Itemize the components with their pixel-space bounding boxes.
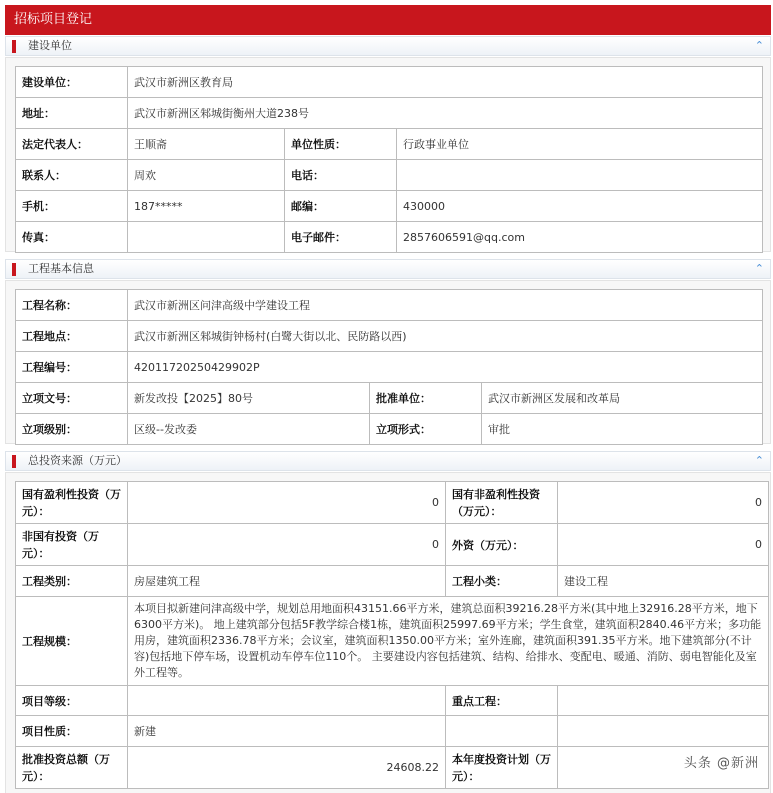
section-header-builder[interactable] [5, 36, 771, 56]
grade-value [128, 686, 446, 716]
field-label: 外资（万元）： [446, 524, 558, 566]
section-header-investment[interactable] [5, 451, 771, 471]
collapse-icon[interactable]: ⌃ [754, 262, 764, 275]
investment-panel [5, 472, 771, 793]
collapse-icon[interactable]: ⌃ [754, 454, 764, 467]
field-label: 立项级别： [16, 414, 128, 445]
nonstate-value: 0 [128, 524, 446, 566]
table-row [16, 160, 763, 191]
field-label: 电话： [285, 160, 397, 191]
table-row [16, 352, 763, 383]
email-value: 2857606591@qq.com [397, 222, 763, 253]
field-label: 工程地点： [16, 321, 128, 352]
state-nonprofit-value: 0 [558, 482, 769, 524]
page-title: 招标项目登记 [5, 5, 771, 35]
table-row [16, 290, 763, 321]
field-label: 工程类别： [16, 566, 128, 597]
field-label: 本年度投资计划（万元）： [446, 747, 558, 789]
field-label: 邮编： [285, 191, 397, 222]
field-label: 批准单位： [370, 383, 482, 414]
project-code-value: 42011720250429902P [128, 352, 763, 383]
unit-nature-value: 行政事业单位 [397, 129, 763, 160]
section-title: 工程基本信息 [28, 262, 94, 275]
table-row [16, 129, 763, 160]
subcategory-value: 建设工程 [558, 566, 769, 597]
field-label: 项目等级： [16, 686, 128, 716]
field-label: 电子邮件： [285, 222, 397, 253]
builder-unit-value: 武汉市新洲区教育局 [128, 67, 763, 98]
project-panel [5, 280, 771, 444]
field-label: 建设单位： [16, 67, 128, 98]
project-nature-value: 新建 [128, 716, 446, 747]
table-row [16, 98, 763, 129]
table-row [16, 597, 769, 686]
collapse-icon[interactable]: ⌃ [754, 39, 764, 52]
section-header-project[interactable] [5, 259, 771, 279]
contact-value: 周欢 [128, 160, 285, 191]
approver-value: 武汉市新洲区发展和改革局 [482, 383, 763, 414]
field-label: 工程编号： [16, 352, 128, 383]
key-project-value [558, 686, 769, 716]
project-location-value: 武汉市新洲区邾城街钟杨村(白鹭大街以北、民防路以西) [128, 321, 763, 352]
table-row [16, 747, 769, 789]
investment-table [15, 481, 769, 789]
table-row [16, 67, 763, 98]
field-label: 重点工程： [446, 686, 558, 716]
field-label: 地址： [16, 98, 128, 129]
table-row [16, 524, 769, 566]
field-label: 批准投资总额（万元）： [16, 747, 128, 789]
field-label: 国有非盈利性投资（万元）： [446, 482, 558, 524]
section-title: 总投资来源（万元） [28, 454, 127, 467]
builder-panel [5, 57, 771, 252]
state-profit-value: 0 [128, 482, 446, 524]
field-label: 工程规模： [16, 597, 128, 686]
table-row [16, 414, 763, 445]
section-marker [12, 455, 16, 468]
field-label: 法定代表人： [16, 129, 128, 160]
legal-rep-value: 王顺斋 [128, 129, 285, 160]
field-label: 立项文号： [16, 383, 128, 414]
field-label: 国有盈利性投资（万元）： [16, 482, 128, 524]
approved-total-value: 24608.22 [128, 747, 446, 789]
builder-table [15, 66, 763, 253]
field-label: 项目性质： [16, 716, 128, 747]
table-row [16, 383, 763, 414]
section-marker [12, 40, 16, 53]
field-label: 工程名称： [16, 290, 128, 321]
foreign-value: 0 [558, 524, 769, 566]
project-table [15, 289, 763, 445]
table-row [16, 686, 769, 716]
category-value: 房屋建筑工程 [128, 566, 446, 597]
section-title: 建设单位 [28, 39, 72, 52]
fax-value [128, 222, 285, 253]
approval-doc-value: 新发改投【2025】80号 [128, 383, 370, 414]
table-row [16, 321, 763, 352]
field-label: 单位性质： [285, 129, 397, 160]
table-row [16, 716, 769, 747]
watermark: 头条 @新洲 [683, 756, 759, 771]
table-row [16, 191, 763, 222]
approval-form-value: 审批 [482, 414, 763, 445]
field-label: 联系人： [16, 160, 128, 191]
project-name-value: 武汉市新洲区问津高级中学建设工程 [128, 290, 763, 321]
mobile-value: 187***** [128, 191, 285, 222]
field-label: 传真： [16, 222, 128, 253]
field-label: 立项形式： [370, 414, 482, 445]
scale-description: 本项目拟新建问津高级中学，规划总用地面积43151.66平方米，建筑总面积39216.28平方米(其中地上32916.28平方米，地下6300平方米)。 地上建筑部分包括5F教学综合楼1栋，建筑面积25997.69平方米；学生食堂，建筑面积2840.46平方米；多功能用房，建筑面积2336.78平方米；会议室，建筑面积1350.00平方米；室外连廊，建筑面积391.35平方米。地下建筑部分(不计容)包括地下停车场，设置机动车停车位110个。 主要建设内容包括建筑、结构、给排水、变配电、暖通、消防、弱电智能化及室外工程等。 [128, 597, 769, 686]
field-label: 工程小类： [446, 566, 558, 597]
table-row [16, 482, 769, 524]
approval-level-value: 区级--发改委 [128, 414, 370, 445]
phone-value [397, 160, 763, 191]
table-row [16, 566, 769, 597]
zip-value: 430000 [397, 191, 763, 222]
table-row [16, 222, 763, 253]
section-marker [12, 263, 16, 276]
address-value: 武汉市新洲区邾城街衡州大道238号 [128, 98, 763, 129]
field-label: 非国有投资（万元）： [16, 524, 128, 566]
field-label: 手机： [16, 191, 128, 222]
